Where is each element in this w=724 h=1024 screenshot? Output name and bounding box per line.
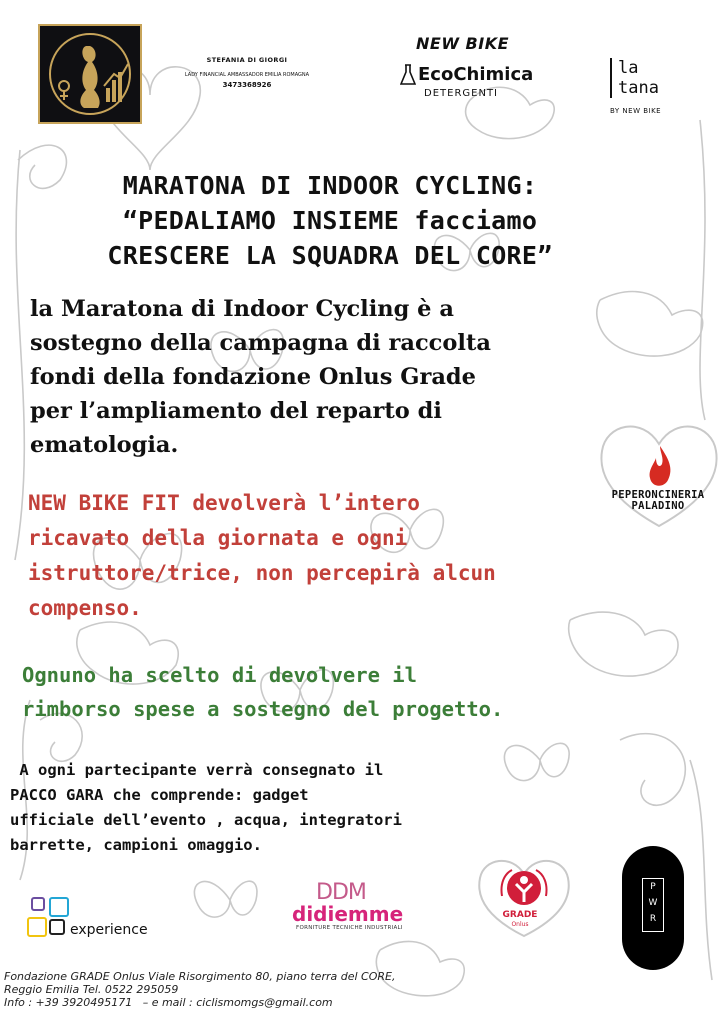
title-line: “PEDALIAMO INSIEME facciamo <box>122 206 538 235</box>
intro-paragraph <box>30 292 610 462</box>
red-line: NEW BIKE FIT devolverà l’intero <box>28 491 420 515</box>
event-title <box>10 168 650 273</box>
footer-address: Fondazione GRADE Onlus Viale Risorgimento 80, piano terra del CORE, <box>4 970 396 983</box>
experience-squares-icon <box>26 896 74 942</box>
latana-bar <box>610 58 612 98</box>
latana-name: la tana <box>618 58 659 98</box>
stefania-name: STEFANIA DI GIORGI <box>206 56 288 64</box>
ecochimica-sub: DETERGENTI <box>424 88 498 99</box>
experience-logo-text: experience <box>70 922 148 938</box>
stefania-caption <box>152 56 342 89</box>
pwr-logo <box>622 846 684 970</box>
green-line: rimborso spese a sostegno del progetto. <box>22 697 504 721</box>
newbike-logo: NEW BIKE <box>416 34 510 53</box>
stefania-phone: 3473368926 <box>222 81 272 89</box>
pwr-letter: P <box>650 882 656 892</box>
grade-onlus-heart-logo <box>474 848 574 944</box>
green-line: Ognuno ha scelto di devolvere il <box>22 663 417 687</box>
peperoncineria-name: PEPERONCINERIA PALADINO <box>611 489 705 512</box>
red-line: istruttore/trice, non percepirà alcun <box>28 561 496 585</box>
title-line: CRESCERE LA SQUADRA DEL CORE” <box>107 241 553 270</box>
pwr-letter: R <box>649 914 657 924</box>
footer-info-email: Info : +39 3920495171 – e mail : ciclismomgs@gmail.com <box>4 996 333 1009</box>
stefania-di-giorgi-logo <box>38 24 142 124</box>
race-pack-paragraph <box>10 758 530 858</box>
latana-sub: BY NEW BIKE <box>610 107 662 115</box>
donation-paragraph <box>28 486 608 626</box>
woman-silhouette-icon <box>40 26 140 122</box>
red-line: ricavato della giornata e ogni <box>28 526 408 550</box>
body-line: per l’ampliamento del reparto di <box>30 398 442 424</box>
didiemme-mark: DDM <box>316 880 366 905</box>
reimbursement-paragraph <box>22 658 682 726</box>
ecochimica-name: EcoChimica <box>418 64 534 85</box>
pwr-letter: W <box>648 898 658 908</box>
body-line: ematologia. <box>30 432 179 458</box>
pacco-line: ufficiale dell’evento , acqua, integratori <box>10 811 402 829</box>
title-line: MARATONA DI INDOOR CYCLING: <box>122 171 538 200</box>
chili-flame-icon <box>650 446 671 486</box>
pwr-box <box>642 878 664 932</box>
grade-name: GRADE <box>502 910 538 920</box>
red-line: compenso. <box>28 596 142 620</box>
pacco-line: PACCO GARA che comprende: gadget <box>10 786 309 804</box>
footer-city-phone: Reggio Emilia Tel. 0522 295059 <box>4 983 179 996</box>
didiemme-name: didiemme <box>292 902 404 926</box>
didiemme-sub: FORNITURE TECNICHE INDUSTRIALI <box>296 925 403 931</box>
grade-sub: Onlus <box>511 921 529 928</box>
footer-contacts <box>4 970 524 1009</box>
flask-icon <box>400 64 416 86</box>
peperoncineria-heart-logo <box>594 406 724 536</box>
body-line: fondi della fondazione Onlus Grade <box>30 364 476 390</box>
pacco-line: A ogni partecipante verrà consegnato il <box>10 761 384 779</box>
body-line: sostegno della campagna di raccolta <box>30 330 491 356</box>
pacco-line: barrette, campioni omaggio. <box>10 836 262 854</box>
stefania-role: LADY FINANCIAL AMBASSADOR EMILIA ROMAGNA <box>184 72 310 78</box>
body-line: la Maratona di Indoor Cycling è a <box>30 296 454 322</box>
